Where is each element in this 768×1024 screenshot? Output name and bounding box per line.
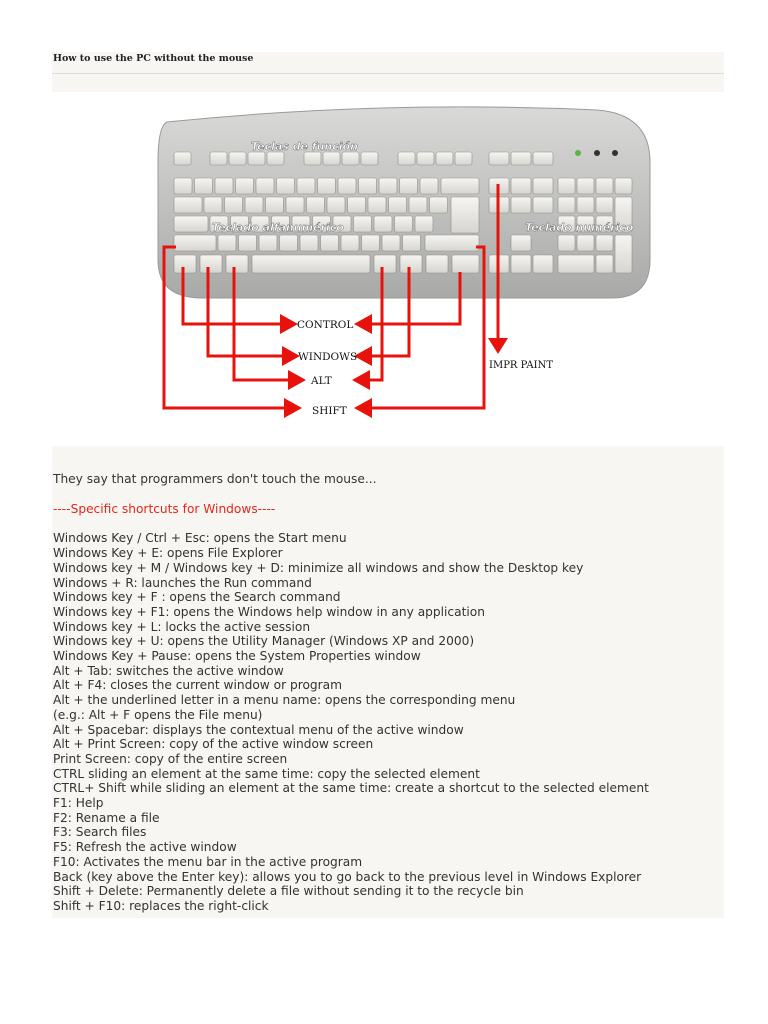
shortcut-line: (e.g.: Alt + F opens the File menu) <box>53 707 263 722</box>
shortcut-line: Windows key + F1: opens the Windows help window in any application <box>53 604 485 619</box>
keyboard-key <box>321 235 339 251</box>
keyboard-key <box>256 178 274 194</box>
keyboard-key <box>379 178 397 194</box>
shortcut-line: Alt + Tab: switches the active window <box>53 663 284 678</box>
keyboard-key <box>374 216 392 232</box>
keyboard-key <box>577 197 594 213</box>
shortcut-list <box>53 531 723 913</box>
label-numeric: Teclado numérico <box>525 221 634 234</box>
shortcut-line: Windows key + U: opens the Utility Manager (Windows XP and 2000) <box>53 634 475 649</box>
shortcut-line: Windows key + F : opens the Search command <box>53 590 341 605</box>
shortcut-line: Windows Key + E: opens File Explorer <box>53 546 283 561</box>
shortcut-line: F10: Activates the menu bar in the active program <box>53 854 363 869</box>
shortcut-line: Shift + F10: replaces the right-click <box>53 898 269 913</box>
label-alphanumeric: Teclado alfanumérico <box>212 221 344 234</box>
keyboard-key <box>341 235 359 251</box>
keyboard-key <box>403 235 421 251</box>
keyboard-key <box>259 235 277 251</box>
keyboard-key <box>300 235 318 251</box>
keyboard-key <box>174 235 216 251</box>
keyboard-key <box>455 152 472 165</box>
keyboard-key <box>395 216 413 232</box>
shortcut-line: F3: Search files <box>53 825 147 840</box>
keyboard-key <box>430 197 448 213</box>
shortcut-line: Windows Key + Pause: opens the System Properties window <box>53 649 421 664</box>
keyboard-key <box>436 152 453 165</box>
keyboard-key <box>204 197 222 213</box>
keyboard-key <box>361 152 378 165</box>
keyboard-key <box>200 255 222 273</box>
keyboard-key <box>596 235 613 251</box>
shortcut-line: Alt + F4: closes the current window or program <box>53 678 343 693</box>
header <box>52 52 724 74</box>
keyboard-key <box>327 197 345 213</box>
keyboard-key <box>425 235 479 251</box>
keyboard-key <box>266 197 284 213</box>
keyboard-key <box>174 197 202 213</box>
keyboard-key <box>225 197 243 213</box>
section-title: ----Specific shortcuts for Windows---- <box>53 501 276 516</box>
article-body <box>53 472 723 914</box>
keyboard-key <box>348 197 366 213</box>
indicator-light-icon <box>612 150 618 156</box>
keyboard-key <box>174 152 191 165</box>
keyboard-key <box>304 152 321 165</box>
shortcut-line: Back (key above the Enter key): allows you to go back to the previous level in Windows Explorer <box>53 869 642 884</box>
shortcut-line: Alt + Print Screen: copy of the active window screen <box>53 737 374 752</box>
keyboard-key <box>511 235 531 251</box>
keyboard-key <box>267 152 284 165</box>
keyboard-key <box>558 235 575 251</box>
shortcut-line: Print Screen: copy of the entire screen <box>53 751 288 766</box>
keyboard-key <box>615 178 632 194</box>
keyboard-key <box>236 178 254 194</box>
label-windows: WINDOWS <box>298 351 358 363</box>
keyboard-figure <box>52 92 724 446</box>
keyboard-key <box>323 152 340 165</box>
keyboard-key <box>359 178 377 194</box>
keyboard-key <box>511 178 531 194</box>
shortcut-line: F1: Help <box>53 796 104 811</box>
keyboard-key <box>417 152 434 165</box>
keyboard-key <box>174 178 192 194</box>
shortcut-line: Windows key + M / Windows key + D: minimize all windows and show the Desktop key <box>53 560 584 575</box>
keyboard-key <box>354 216 372 232</box>
keyboard-key <box>596 197 613 213</box>
shortcut-line: F2: Rename a file <box>53 810 160 825</box>
keyboard-key <box>307 197 325 213</box>
shortcut-line: Alt + the underlined letter in a menu name: opens the corresponding menu <box>53 693 516 708</box>
keyboard-key <box>245 197 263 213</box>
shortcut-line: F5: Refresh the active window <box>53 840 237 855</box>
keyboard-key <box>415 216 433 232</box>
keyboard-key <box>239 235 257 251</box>
keyboard-key <box>318 178 336 194</box>
keyboard-key <box>558 197 575 213</box>
keyboard-key <box>400 178 418 194</box>
keyboard-key <box>280 235 298 251</box>
keyboard-key <box>511 152 531 165</box>
keyboard-key <box>195 178 213 194</box>
shortcut-line: CTRL sliding an element at the same time: copy the selected element <box>53 766 480 781</box>
shortcut-line: CTRL+ Shift while sliding an element at the same time: create a shortcut to the selected element <box>53 781 649 796</box>
page-title: How to use the PC without the mouse <box>53 53 254 64</box>
keyboard-key <box>615 235 632 273</box>
keyboard-key <box>451 197 479 233</box>
keyboard-key <box>533 197 553 213</box>
keyboard-key <box>441 178 479 194</box>
keyboard-key <box>511 255 531 273</box>
keyboard-key <box>558 255 594 273</box>
label-print-screen: IMPR PAINT <box>489 360 554 371</box>
keyboard-key <box>297 178 315 194</box>
shortcut-line: Alt + Spacebar: displays the contextual menu of the active window <box>53 722 464 737</box>
shortcut-line: Windows key + L: locks the active session <box>53 619 311 634</box>
keyboard-key <box>533 178 553 194</box>
keyboard-key <box>596 255 613 273</box>
keyboard-key <box>577 235 594 251</box>
keyboard-key <box>362 235 380 251</box>
intro-text: They say that programmers don't touch the mouse... <box>53 472 377 486</box>
label-shift: SHIFT <box>312 405 347 417</box>
keyboard-key <box>382 235 400 251</box>
keyboard-key <box>252 255 370 273</box>
keyboard-key <box>400 255 422 273</box>
keyboard-key <box>342 152 359 165</box>
keyboard-key <box>218 235 236 251</box>
keyboard-key <box>577 178 594 194</box>
keyboard-key <box>226 255 248 273</box>
keyboard-key <box>398 152 415 165</box>
document-page <box>52 52 724 918</box>
keyboard-key <box>426 255 448 273</box>
keyboard-key <box>374 255 396 273</box>
keyboard-key <box>533 152 553 165</box>
keyboard-key <box>248 152 265 165</box>
keyboard-key <box>215 178 233 194</box>
shortcut-line: Windows + R: launches the Run command <box>53 575 312 590</box>
indicator-light-icon <box>575 150 581 156</box>
keyboard-key <box>558 178 575 194</box>
shortcut-line: Windows Key / Ctrl + Esc: opens the Start menu <box>53 531 347 546</box>
keyboard-key <box>596 178 613 194</box>
keyboard-key <box>533 255 553 273</box>
keyboard-key <box>174 255 196 273</box>
keyboard-key <box>452 255 479 273</box>
shortcut-line: Shift + Delete: Permanently delete a file without sending it to the recycle bin <box>53 884 524 899</box>
keyboard-key <box>338 178 356 194</box>
keyboard-key <box>174 216 208 232</box>
keyboard-key <box>210 152 227 165</box>
keyboard-key <box>489 152 509 165</box>
keyboard-key <box>229 152 246 165</box>
keyboard-key <box>389 197 407 213</box>
keyboard-key <box>511 197 531 213</box>
keyboard-key <box>409 197 427 213</box>
keyboard-key <box>286 197 304 213</box>
label-control: CONTROL <box>297 319 354 331</box>
keyboard-key <box>277 178 295 194</box>
label-alt: ALT <box>311 375 332 387</box>
label-function-keys: Teclas de función <box>251 140 358 153</box>
indicator-light-icon <box>594 150 600 156</box>
keyboard-key <box>368 197 386 213</box>
keyboard-key <box>420 178 438 194</box>
